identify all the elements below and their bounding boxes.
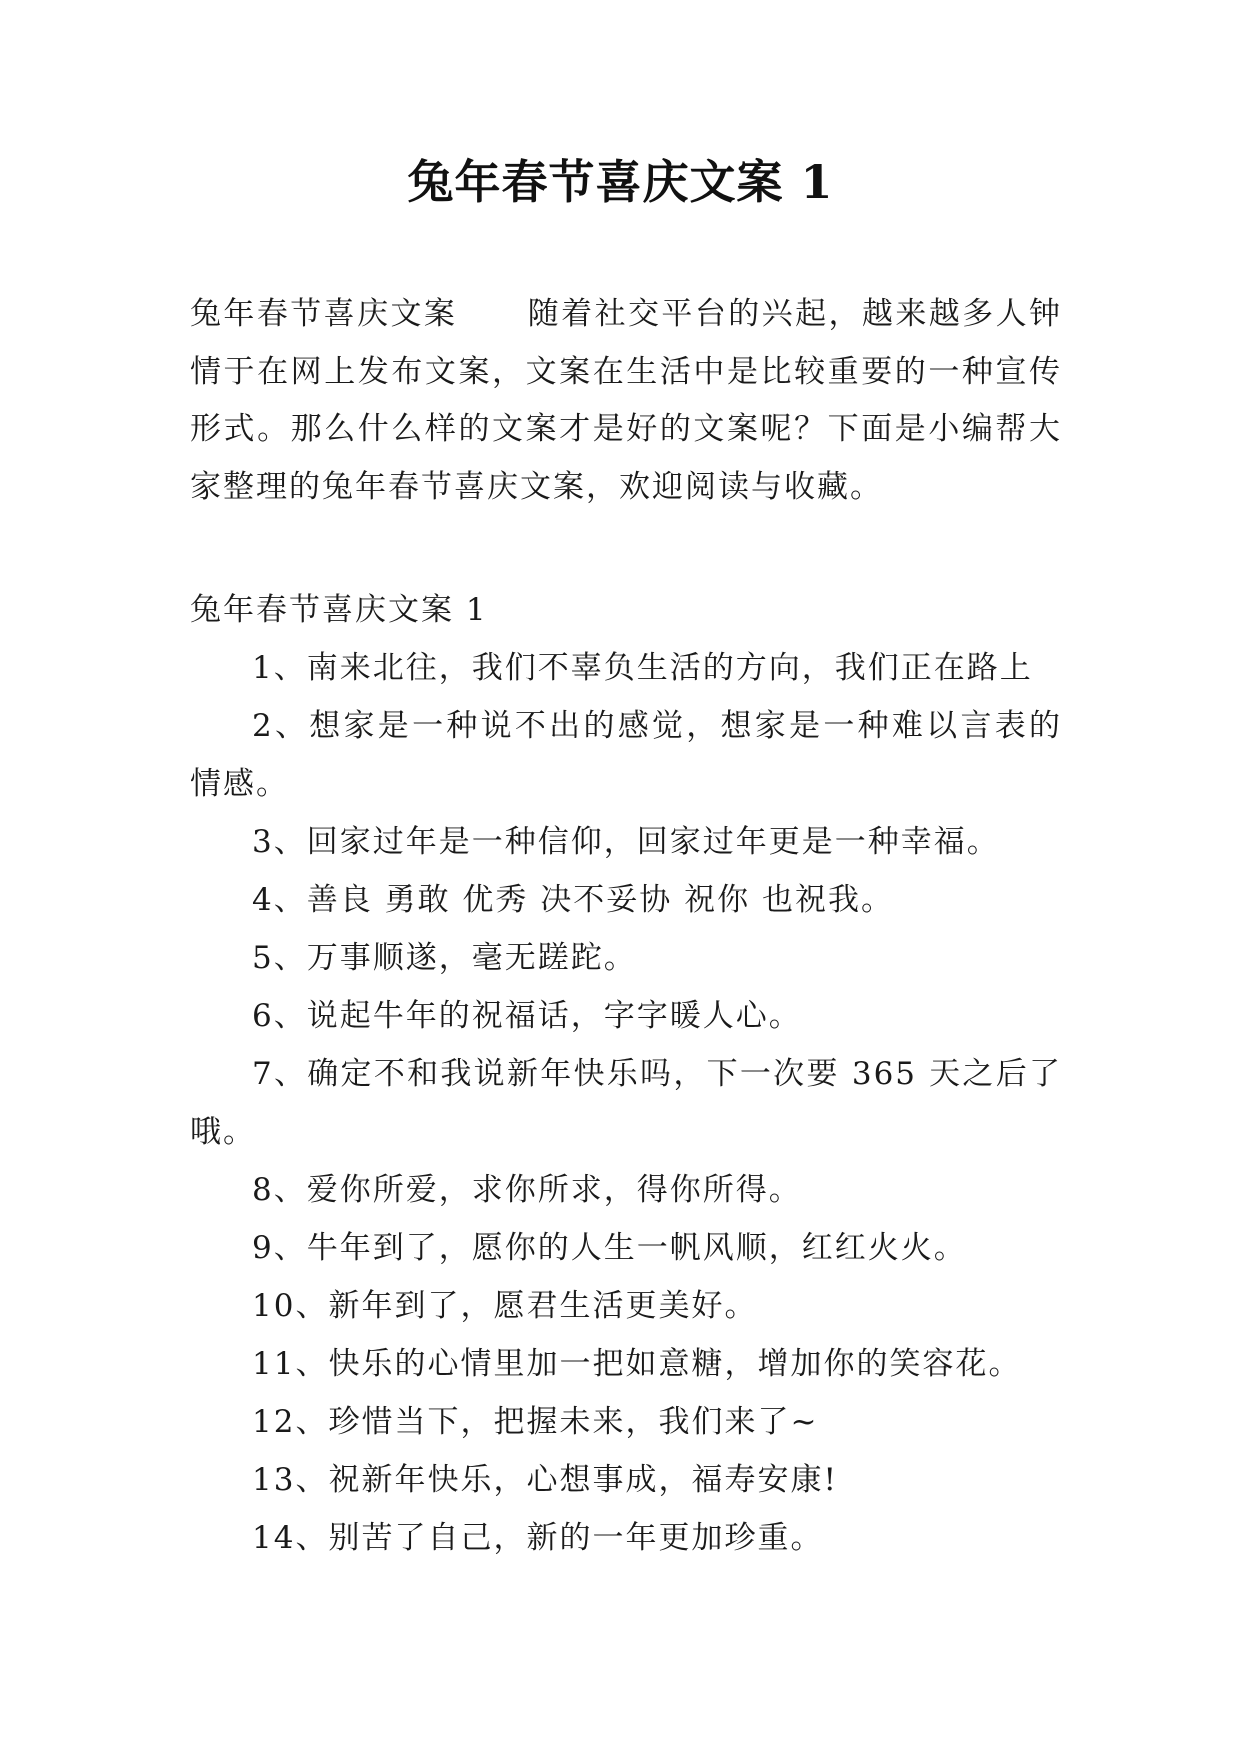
list-item: 2、想家是一种说不出的感觉，想家是一种难以言表的情感。 [190,708,1062,802]
intro-lead: 兔年春节喜庆文案 [190,296,458,332]
list-item: 5、万事顺遂，毫无蹉跎。 [252,940,637,976]
greeting-list [190,639,1062,1567]
list-item: 6、说起牛年的祝福话，字字暖人心。 [252,998,802,1034]
list-item: 4、善良 勇敢 优秀 决不妥协 祝你 也祝我。 [252,882,894,918]
document-title: 兔年春节喜庆文案 1 [407,155,834,209]
list-item: 10、新年到了，愿君生活更美好。 [252,1288,758,1324]
intro-body: 随着社交平台的兴起，越来越多人钟情于在网上发布文案，文案在生活中是比较重要的一种宣传形式。那么什么样的文案才是好的文案呢？下面是小编帮大家整理的兔年春节喜庆文案，欢迎阅读与收藏。 [190,296,1063,505]
list-item: 12、珍惜当下，把握未来，我们来了~ [252,1404,819,1440]
list-item: 9、牛年到了，愿你的人生一帆风顺，红红火火。 [252,1230,967,1266]
list-item: 13、祝新年快乐，心想事成，福寿安康! [252,1462,838,1498]
list-item: 1、南来北往，我们不辜负生活的方向，我们正在路上 [252,650,1033,686]
list-item: 11、快乐的心情里加一把如意糖，增加你的笑容花。 [252,1346,1022,1382]
list-item: 14、别苦了自己，新的一年更加珍重。 [252,1520,824,1556]
list-item: 8、爱你所爱，求你所求，得你所得。 [252,1172,802,1208]
intro-paragraph [190,286,1062,516]
list-item: 3、回家过年是一种信仰，回家过年更是一种幸福。 [252,824,1000,860]
section-heading: 兔年春节喜庆文案 1 [190,592,488,628]
list-item: 7、确定不和我说新年快乐吗，下一次要 365 天之后了哦。 [190,1056,1062,1150]
